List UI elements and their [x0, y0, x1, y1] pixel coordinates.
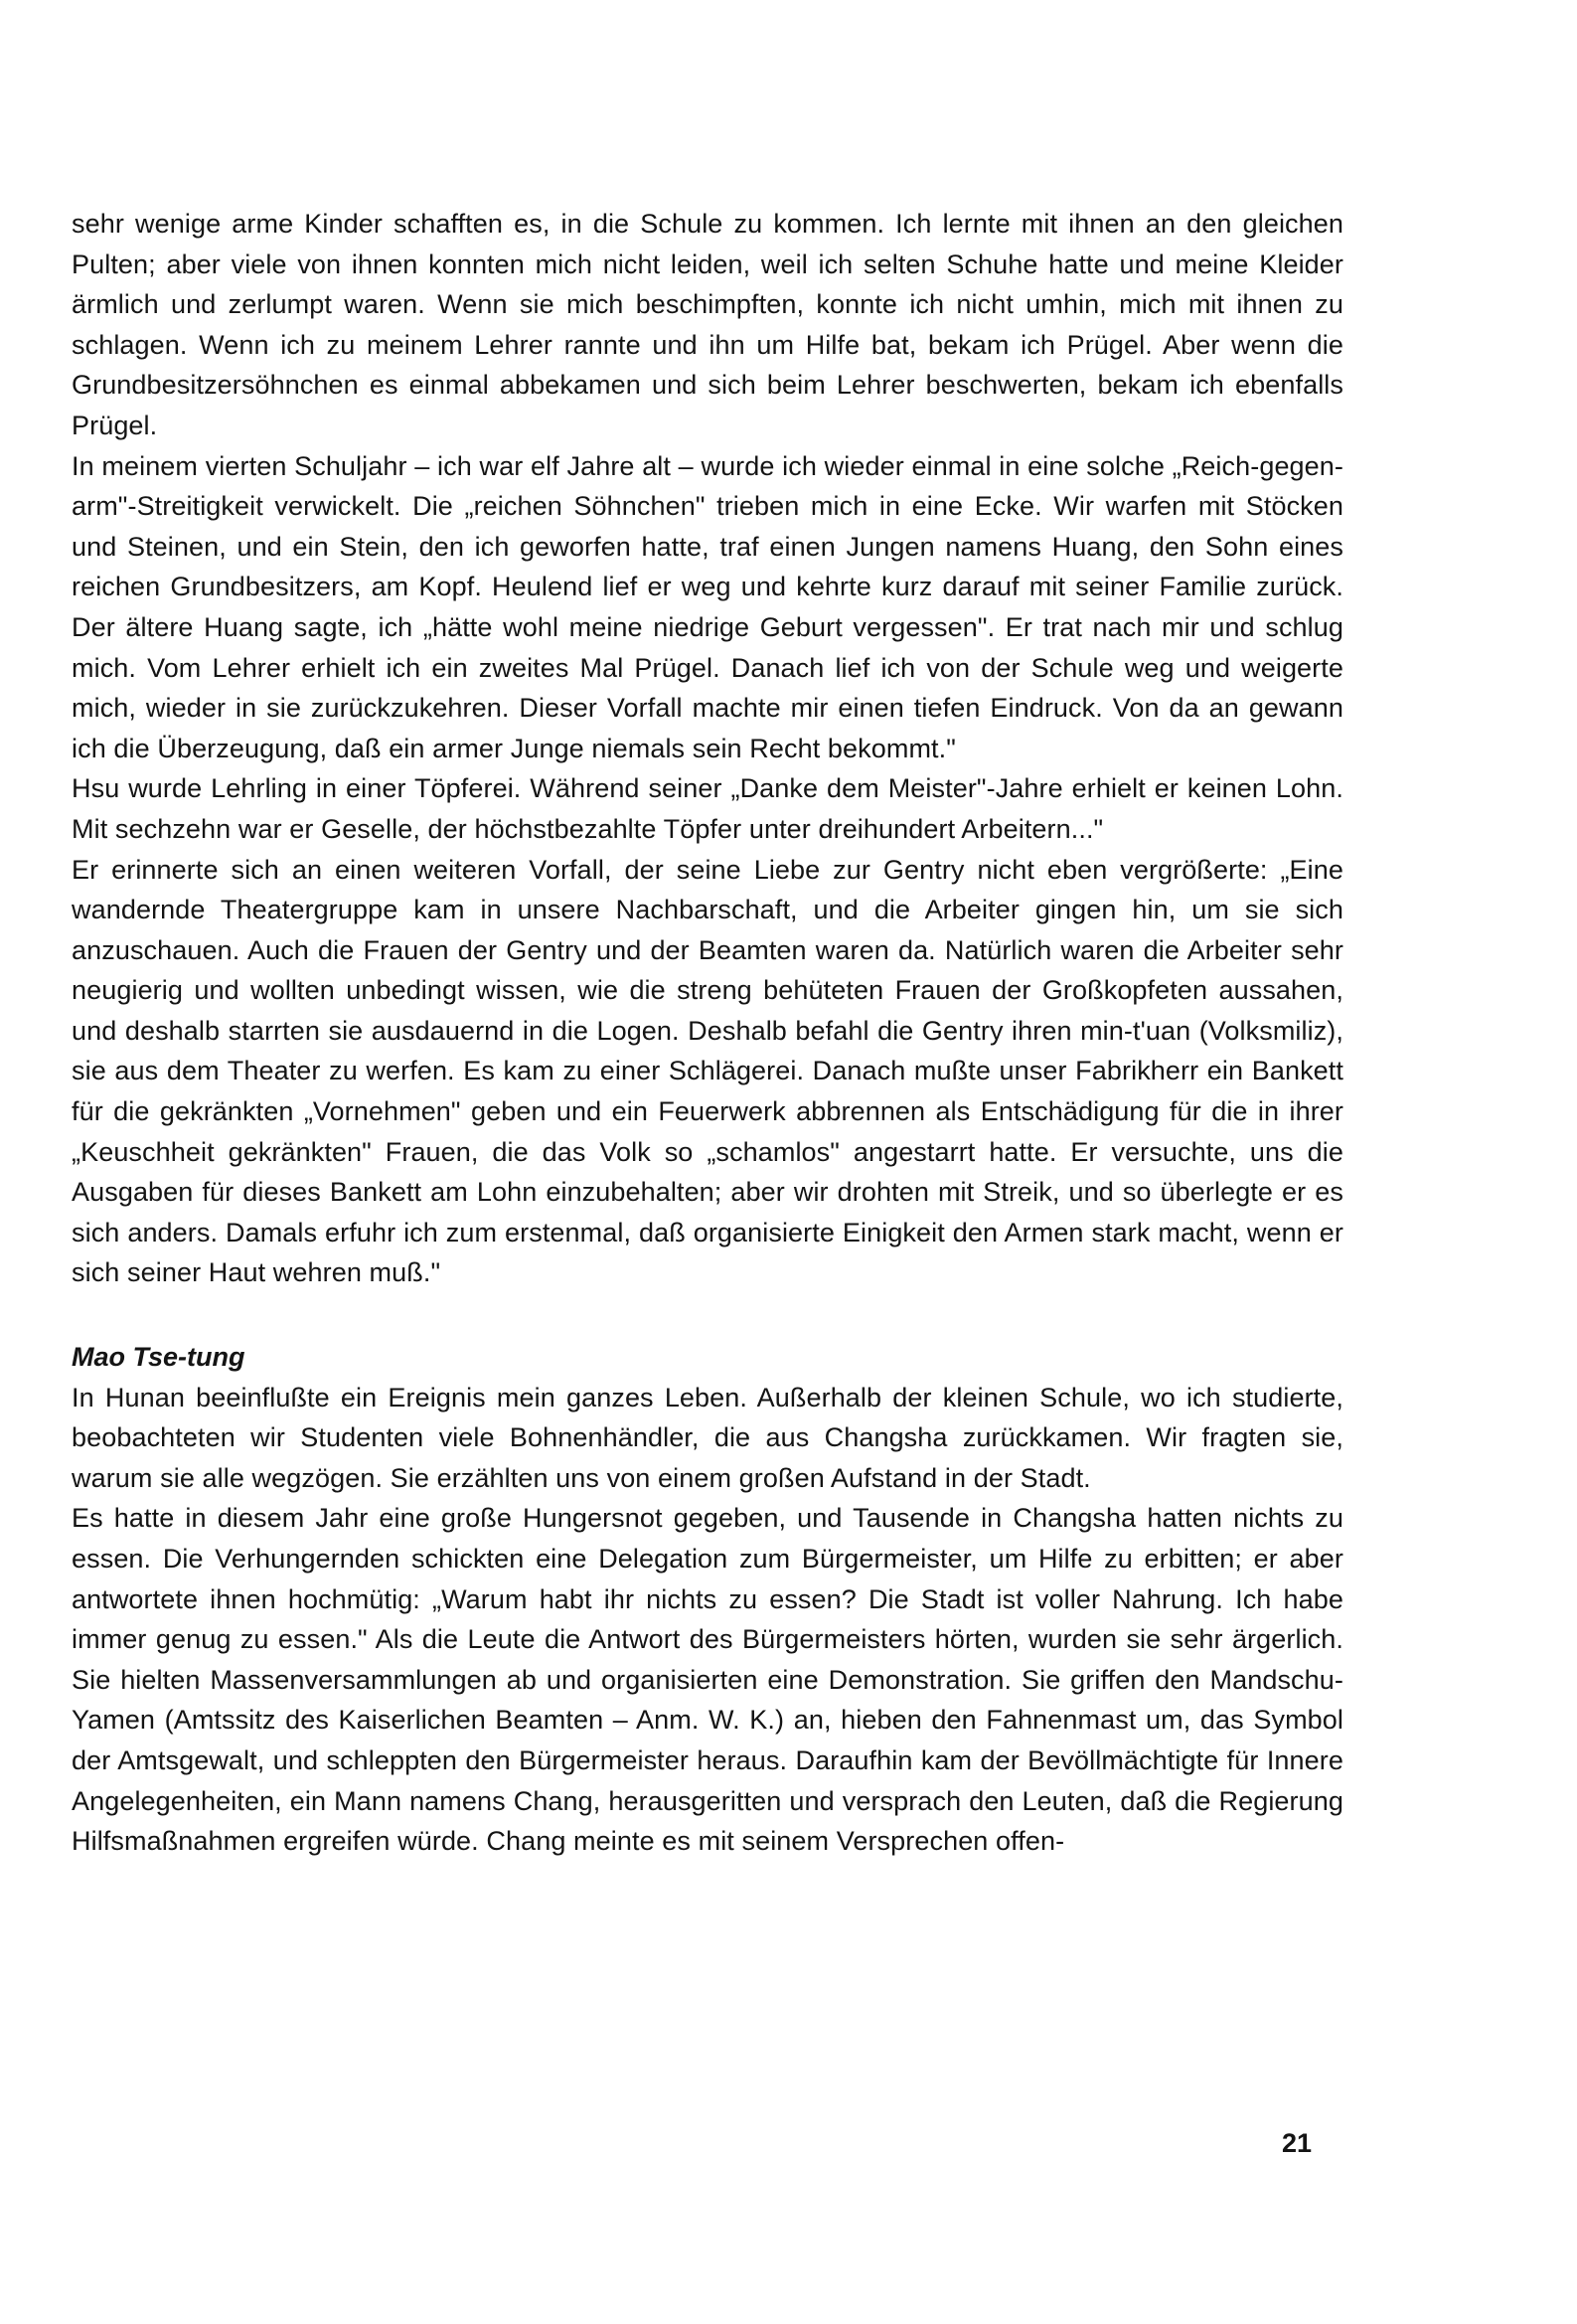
paragraph-hunan-event: In Hunan beeinflußte ein Ereignis mein ganzes Leben. Außerhalb der kleinen Schule, wo ich studierte, beobachteten wir Studenten viele Bohnenhändler, die aus Changsha zurückkamen. Wir fragten sie, warum sie alle wegzögen. Sie erzählten uns von einem großen Aufstand in der Stadt.: [72, 1382, 1343, 1493]
paragraph-theater-incident: Er erinnerte sich an einen weiteren Vorfall, der seine Liebe zur Gentry nicht eben vergrößerte: „Eine wandernde Theatergruppe kam in unsere Nachbarschaft, und die Arbeiter gingen hin, um sie sich anzuschauen. Auch die Frauen der Gentry und der Beamten waren da. Natürlich waren die Arbeiter sehr neugierig und wollten unbedingt wissen, wie die streng behüteten Frauen der Großkopfeten aussahen, und deshalb starrten sie ausdauernd in die Logen. Deshalb befahl die Gentry ihren min-t'uan (Volksmiliz), sie aus dem Theater zu werfen. Es kam zu einer Schlägerei. Danach mußte unser Fabrikherr ein Bankett für die gekränkten „Vornehmen" geben und ein Feuerwerk abbrennen als Entschädigung für die in ihrer „Keuschheit gekränkten" Frauen, die das Volk so „schamlos" angestarrt hatte. Er versuchte, uns die Ausgaben für dieses Bankett am Lohn einzubehalten; aber wir drohten mit Streik, und so überlegte er es sich anders. Damals erfuhr ich zum erstenmal, daß organisierte Einigkeit den Armen stark macht, wenn er sich seiner Haut wehren muß.": [72, 854, 1343, 1288]
section-mao: [72, 1337, 1343, 1862]
paragraph-school-fights: sehr wenige arme Kinder schafften es, in die Schule zu kommen. Ich lernte mit ihnen an den gleichen Pulten; aber viele von ihnen konnten mich nicht leiden, weil ich selten Schuhe hatte und meine Kleider ärmlich und zerlumpt waren. Wenn sie mich beschimpften, konnte ich nicht umhin, mich mit ihnen zu schlagen. Wenn ich zu meinem Lehrer rannte und ihn um Hilfe bat, bekam ich Prügel. Aber wenn die Grundbesitzersöhnchen es einmal abbekamen und sich beim Lehrer beschwerten, bekam ich ebenfalls Prügel.: [72, 209, 1343, 440]
paragraph-pottery-apprentice: Hsu wurde Lehrling in einer Töpferei. Während seiner „Danke dem Meister"-Jahre erhielt er keinen Lohn. Mit sechzehn war er Geselle, der höchstbezahlte Töpfer unter dreihundert Arbeitern...": [72, 773, 1343, 844]
page-body: [72, 204, 1343, 1862]
page-number: 21: [1282, 2128, 1313, 2158]
section-heading: Mao Tse-tung: [72, 1342, 245, 1373]
paragraph-famine-uprising: Es hatte in diesem Jahr eine große Hungersnot gegeben, und Tausende in Changsha hatten nichts zu essen. Die Verhungernden schickten eine Delegation zum Bürgermeister, um Hilfe zu erbitten; er aber antwortete ihnen hochmütig: „Warum habt ihr nichts zu essen? Die Stadt ist voller Nahrung. Ich habe immer genug zu essen." Als die Leute die Antwort des Bürgermeisters hörten, wurden sie sehr ärgerlich. Sie hielten Massenversammlungen ab und organisierten eine Demonstration. Sie griffen den Mandschu-Yamen (Amtssitz des Kaiserlichen Beamten – Anm. W. K.) an, hieben den Fahnenmast um, das Symbol der Amtsgewalt, und schleppten den Bürgermeister heraus. Daraufhin kam der Bevöllmächtigte für Innere Angelegenheiten, ein Mann namens Chang, herausgeritten und versprach den Leuten, daß die Regierung Hilfsmaßnahmen ergreifen würde. Chang meinte es mit seinem Versprechen offen-: [72, 1503, 1343, 1857]
paragraph-fourth-school-year: In meinem vierten Schuljahr – ich war elf Jahre alt – wurde ich wieder einmal in eine solche „Reich-gegen-arm"-Streitigkeit verwickelt. Die „reichen Söhnchen" trieben mich in eine Ecke. Wir warfen mit Stöcken und Steinen, und ein Stein, den ich geworfen hatte, traf einen Jungen namens Huang, den Sohn eines reichen Grundbesitzers, am Kopf. Heulend lief er weg und kehrte kurz darauf mit seiner Familie zurück. Der ältere Huang sagte, ich „hätte wohl meine niedrige Geburt vergessen". Er trat nach mir und schlug mich. Vom Lehrer erhielt ich ein zweites Mal Prügel. Danach lief ich von der Schule weg und weigerte mich, wieder in sie zurückzukehren. Dieser Vorfall machte mir einen tiefen Eindruck. Von da an gewann ich die Überzeugung, daß ein armer Junge niemals sein Recht bekommt.": [72, 450, 1343, 763]
